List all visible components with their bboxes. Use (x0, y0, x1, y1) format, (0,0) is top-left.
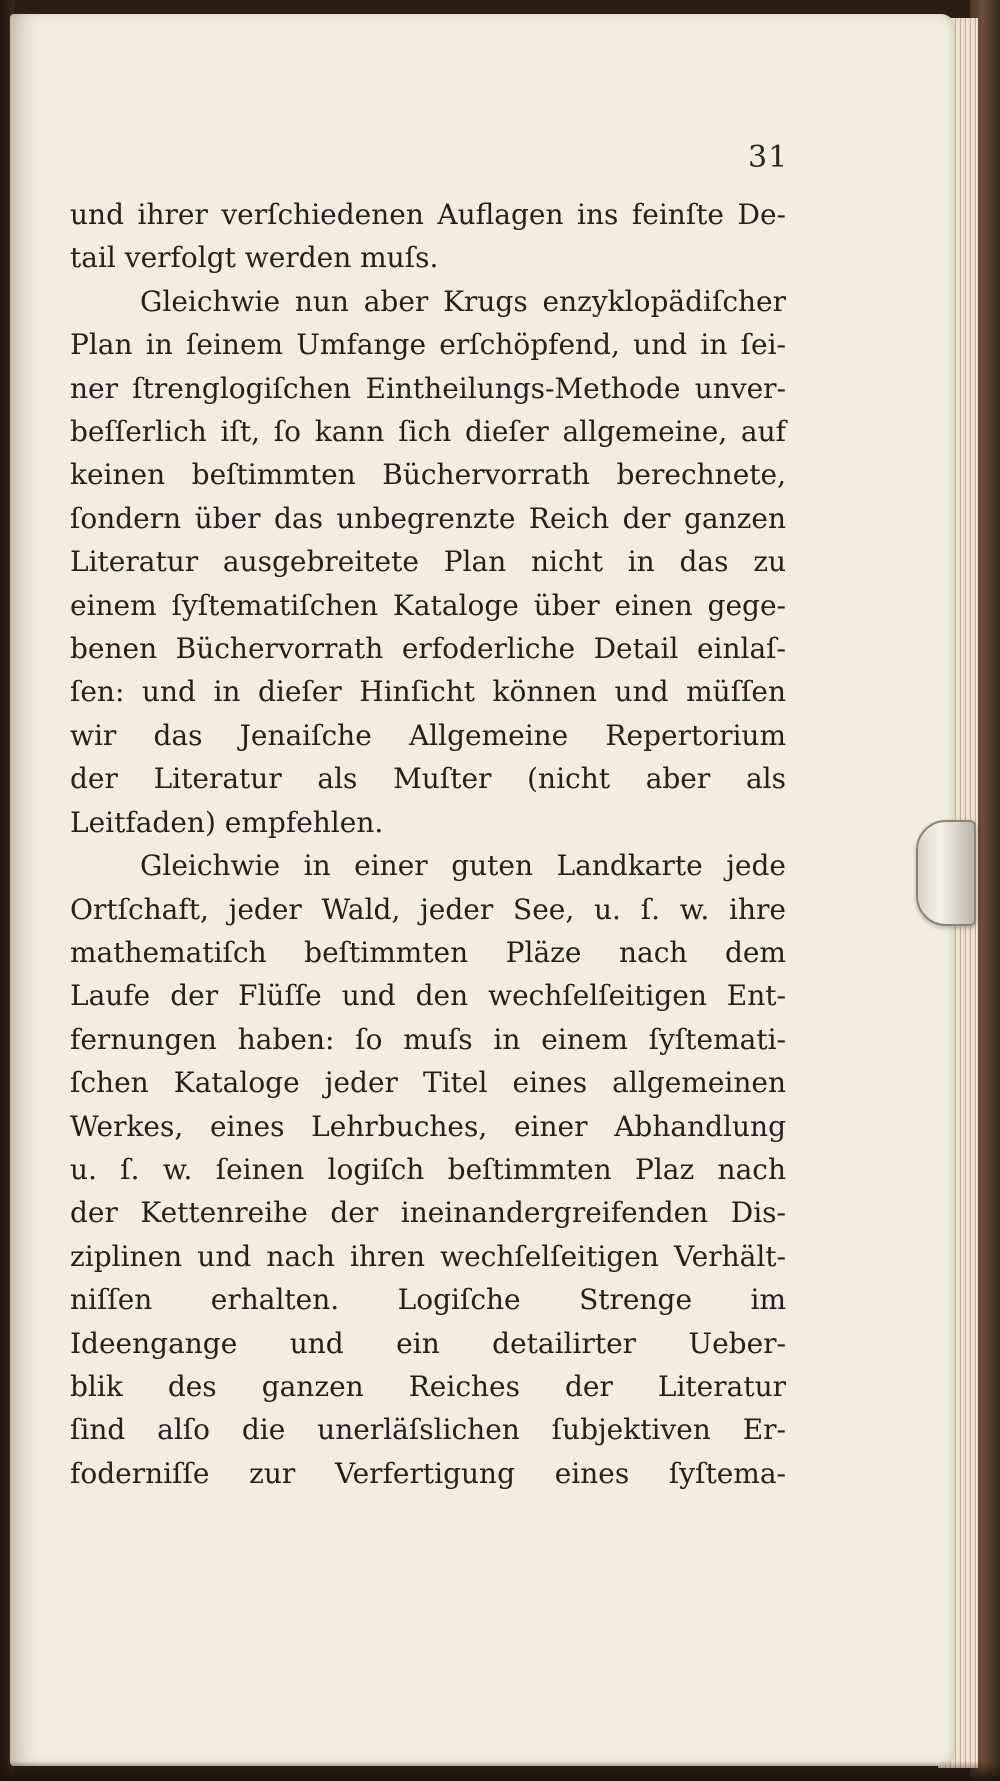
text-line: ſen: und in dieſer Hinſicht können und müſſen (70, 675, 786, 709)
text-line: Gleichwie in einer guten Landkarte jede (140, 849, 786, 883)
text-line: Literatur ausgebreitete Plan nicht in das zu (70, 545, 786, 579)
text-line: u. ſ. w. ſeinen logiſch beſtimmten Plaz nach (70, 1152, 786, 1186)
text-line: keinen beſtimmten Büchervorrath berechnete, (70, 458, 786, 492)
text-line: fernungen haben: ſo muſs in einem ſyſtemati- (70, 1022, 786, 1056)
text-line: der Literatur als Muſter (nicht aber als (70, 762, 786, 796)
text-line: und ihrer verſchiedenen Auflagen ins feinſte De- (70, 198, 786, 231)
text-line: ſind alſo die unerläſslichen ſubjektiven Er- (70, 1413, 786, 1447)
text-line: einem ſyſtematiſchen Kataloge über einen gege- (70, 588, 786, 622)
page-number: 31 (748, 140, 789, 175)
text-line: foderniſſe zur Verfertigung eines ſyſtema- (70, 1456, 786, 1490)
text-line: Plan in ſeinem Umfange erſchöpfend, und in ſei- (70, 328, 786, 362)
text-line: benen Büchervorrath erfoderliche Detail einlaſ- (70, 632, 786, 666)
text-line: der Kettenreihe der ineinandergreifenden Dis- (70, 1196, 786, 1230)
text-line: ziplinen und nach ihren wechſelſeitigen Verhält- (70, 1239, 786, 1273)
text-line: beſſerlich iſt, ſo kann ſich dieſer allgemeine, auf (70, 415, 786, 449)
text-line: wir das Jenaiſche Allgemeine Repertorium (70, 718, 786, 752)
text-line: mathematiſch beſtimmten Pläze nach dem (70, 935, 786, 969)
text-line: niſſen erhalten. Logiſche Strenge im (70, 1283, 786, 1317)
text-line: ſchen Kataloge jeder Titel eines allgemeinen (70, 1066, 786, 1100)
text-line: ner ſtrenglogiſchen Eintheilungs-Methode unver- (70, 371, 786, 405)
text-line: blik des ganzen Reiches der Literatur (70, 1369, 786, 1403)
text-line: Leitfaden) empfehlen. (70, 805, 384, 839)
body-text (70, 193, 786, 1495)
text-line: Ortſchaft, jeder Wald, jeder See, u. ſ. w. ihre (70, 892, 786, 926)
page-tab-marker (916, 820, 976, 926)
text-line: Gleichwie nun aber Krugs enzyklopädiſcher (140, 284, 786, 318)
text-line: Werkes, eines Lehrbuches, einer Abhandlung (70, 1109, 786, 1143)
text-line: tail verfolgt werden muſs. (70, 241, 439, 275)
text-line: Ideengange und ein detailirter Ueber- (70, 1326, 786, 1360)
text-line: ſondern über das unbegrenzte Reich der ganzen (70, 501, 786, 535)
text-line: Laufe der Flüſſe und den wechſelſeitigen Ent- (70, 979, 786, 1013)
bottom-shadow (0, 1761, 1000, 1781)
